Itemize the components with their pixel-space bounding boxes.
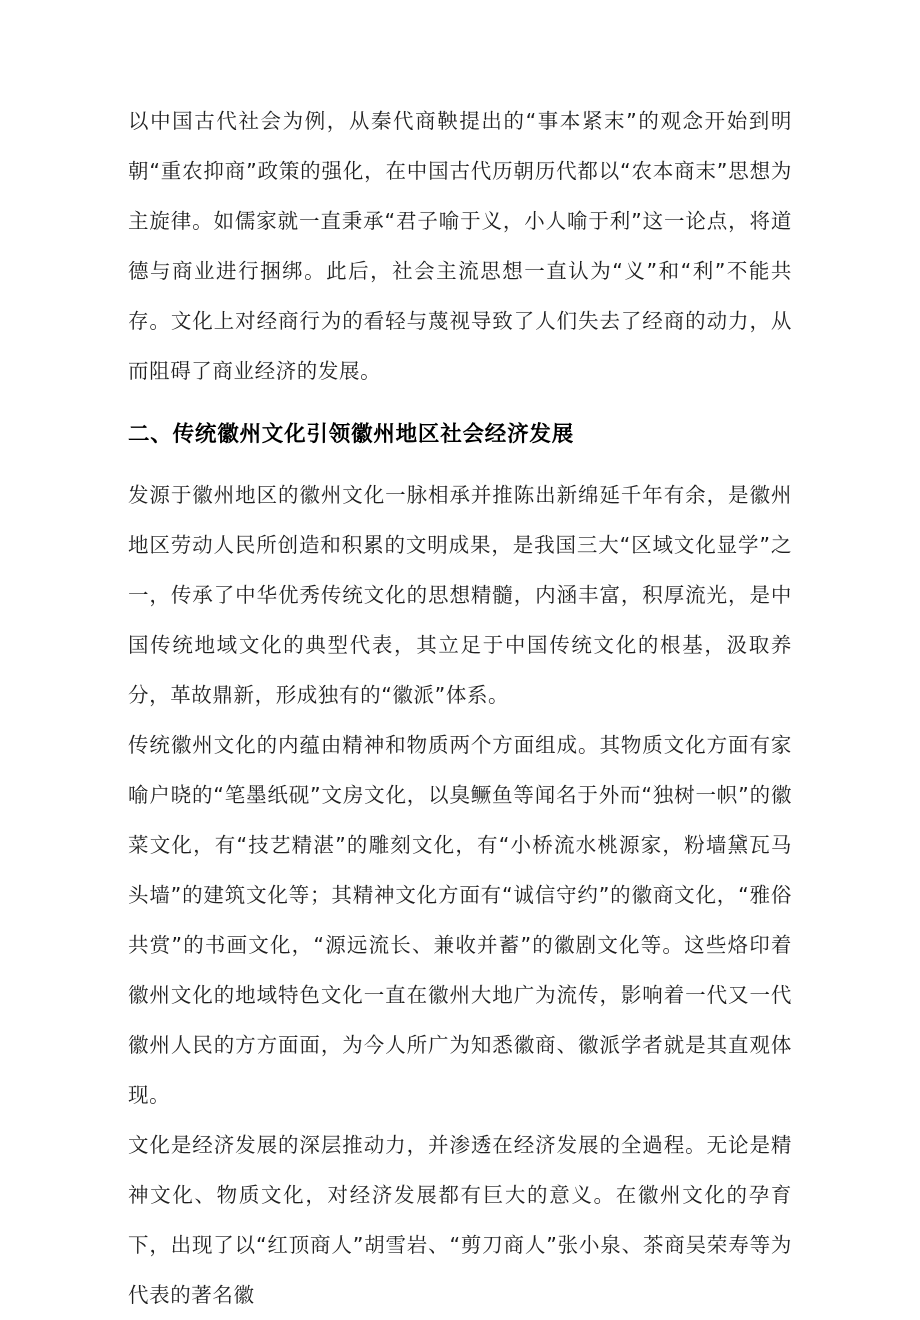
document-body [128, 96, 792, 1320]
section-heading-huizhou-culture: 二、传统徽州文化引领徽州地区社会经济发展 [128, 422, 575, 447]
paragraph-ancient-chinese-society: 以中国古代社会为例，从秦代商鞅提出的“事本紧末”的观念开始到明朝“重农抑商”政策的强化，在中国古代历朝历代都以“农本商末”思想为主旋律。如儒家就一直秉承“君子喻于义，小人喻于利”这一论点，将道德与商业进行捆绑。此后，社会主流思想一直认为“义”和“利”不能共存。文化上对经商行为的看轻与蔑视导致了人们失去了经商的动力，从而阻碍了商业经济的发展。 [128, 109, 792, 383]
paragraph-huizhou-culture-origin: 发源于徽州地区的徽州文化一脉相承并推陈出新绵延千年有余，是徽州地区劳动人民所创造和积累的文明成果，是我国三大“区域文化显学”之一，传承了中华优秀传统文化的思想精髓，内涵丰富，积厚流光，是中国传统地域文化的典型代表，其立足于中国传统文化的根基，汲取养分，革故鼎新，形成独有的“徽派”体系。 [128, 483, 792, 707]
paragraph-huizhou-culture-content: 传统徽州文化的内蕴由精神和物质两个方面组成。其物质文化方面有家喻户晓的“笔墨纸砚”文房文化，以臭鳜鱼等闻名于外而“独树一帜”的徽菜文化，有“技艺精湛”的雕刻文化，有“小桥流水桃源家，粉墙黛瓦马头墙”的建筑文化等；其精神文化方面有“诚信守约”的徽商文化，“雅俗共赏”的书画文化，“源远流长、兼收并蓄”的徽剧文化等。这些烙印着徽州文化的地域特色文化一直在徽州大地广为流传，影响着一代又一代徽州人民的方方面面，为今人所广为知悉徽商、徽派学者就是其直观体现。 [128, 733, 792, 1107]
paragraph-culture-economy-driver: 文化是经济发展的深层推动力，并渗透在经济发展的全過程。无论是精神文化、物质文化，对经济发展都有巨大的意义。在徽州文化的孕育下，出现了以“红顶商人”胡雪岩、“剪刀商人”张小泉、茶商吴荣寿等为代表的著名徽 [128, 1133, 792, 1307]
